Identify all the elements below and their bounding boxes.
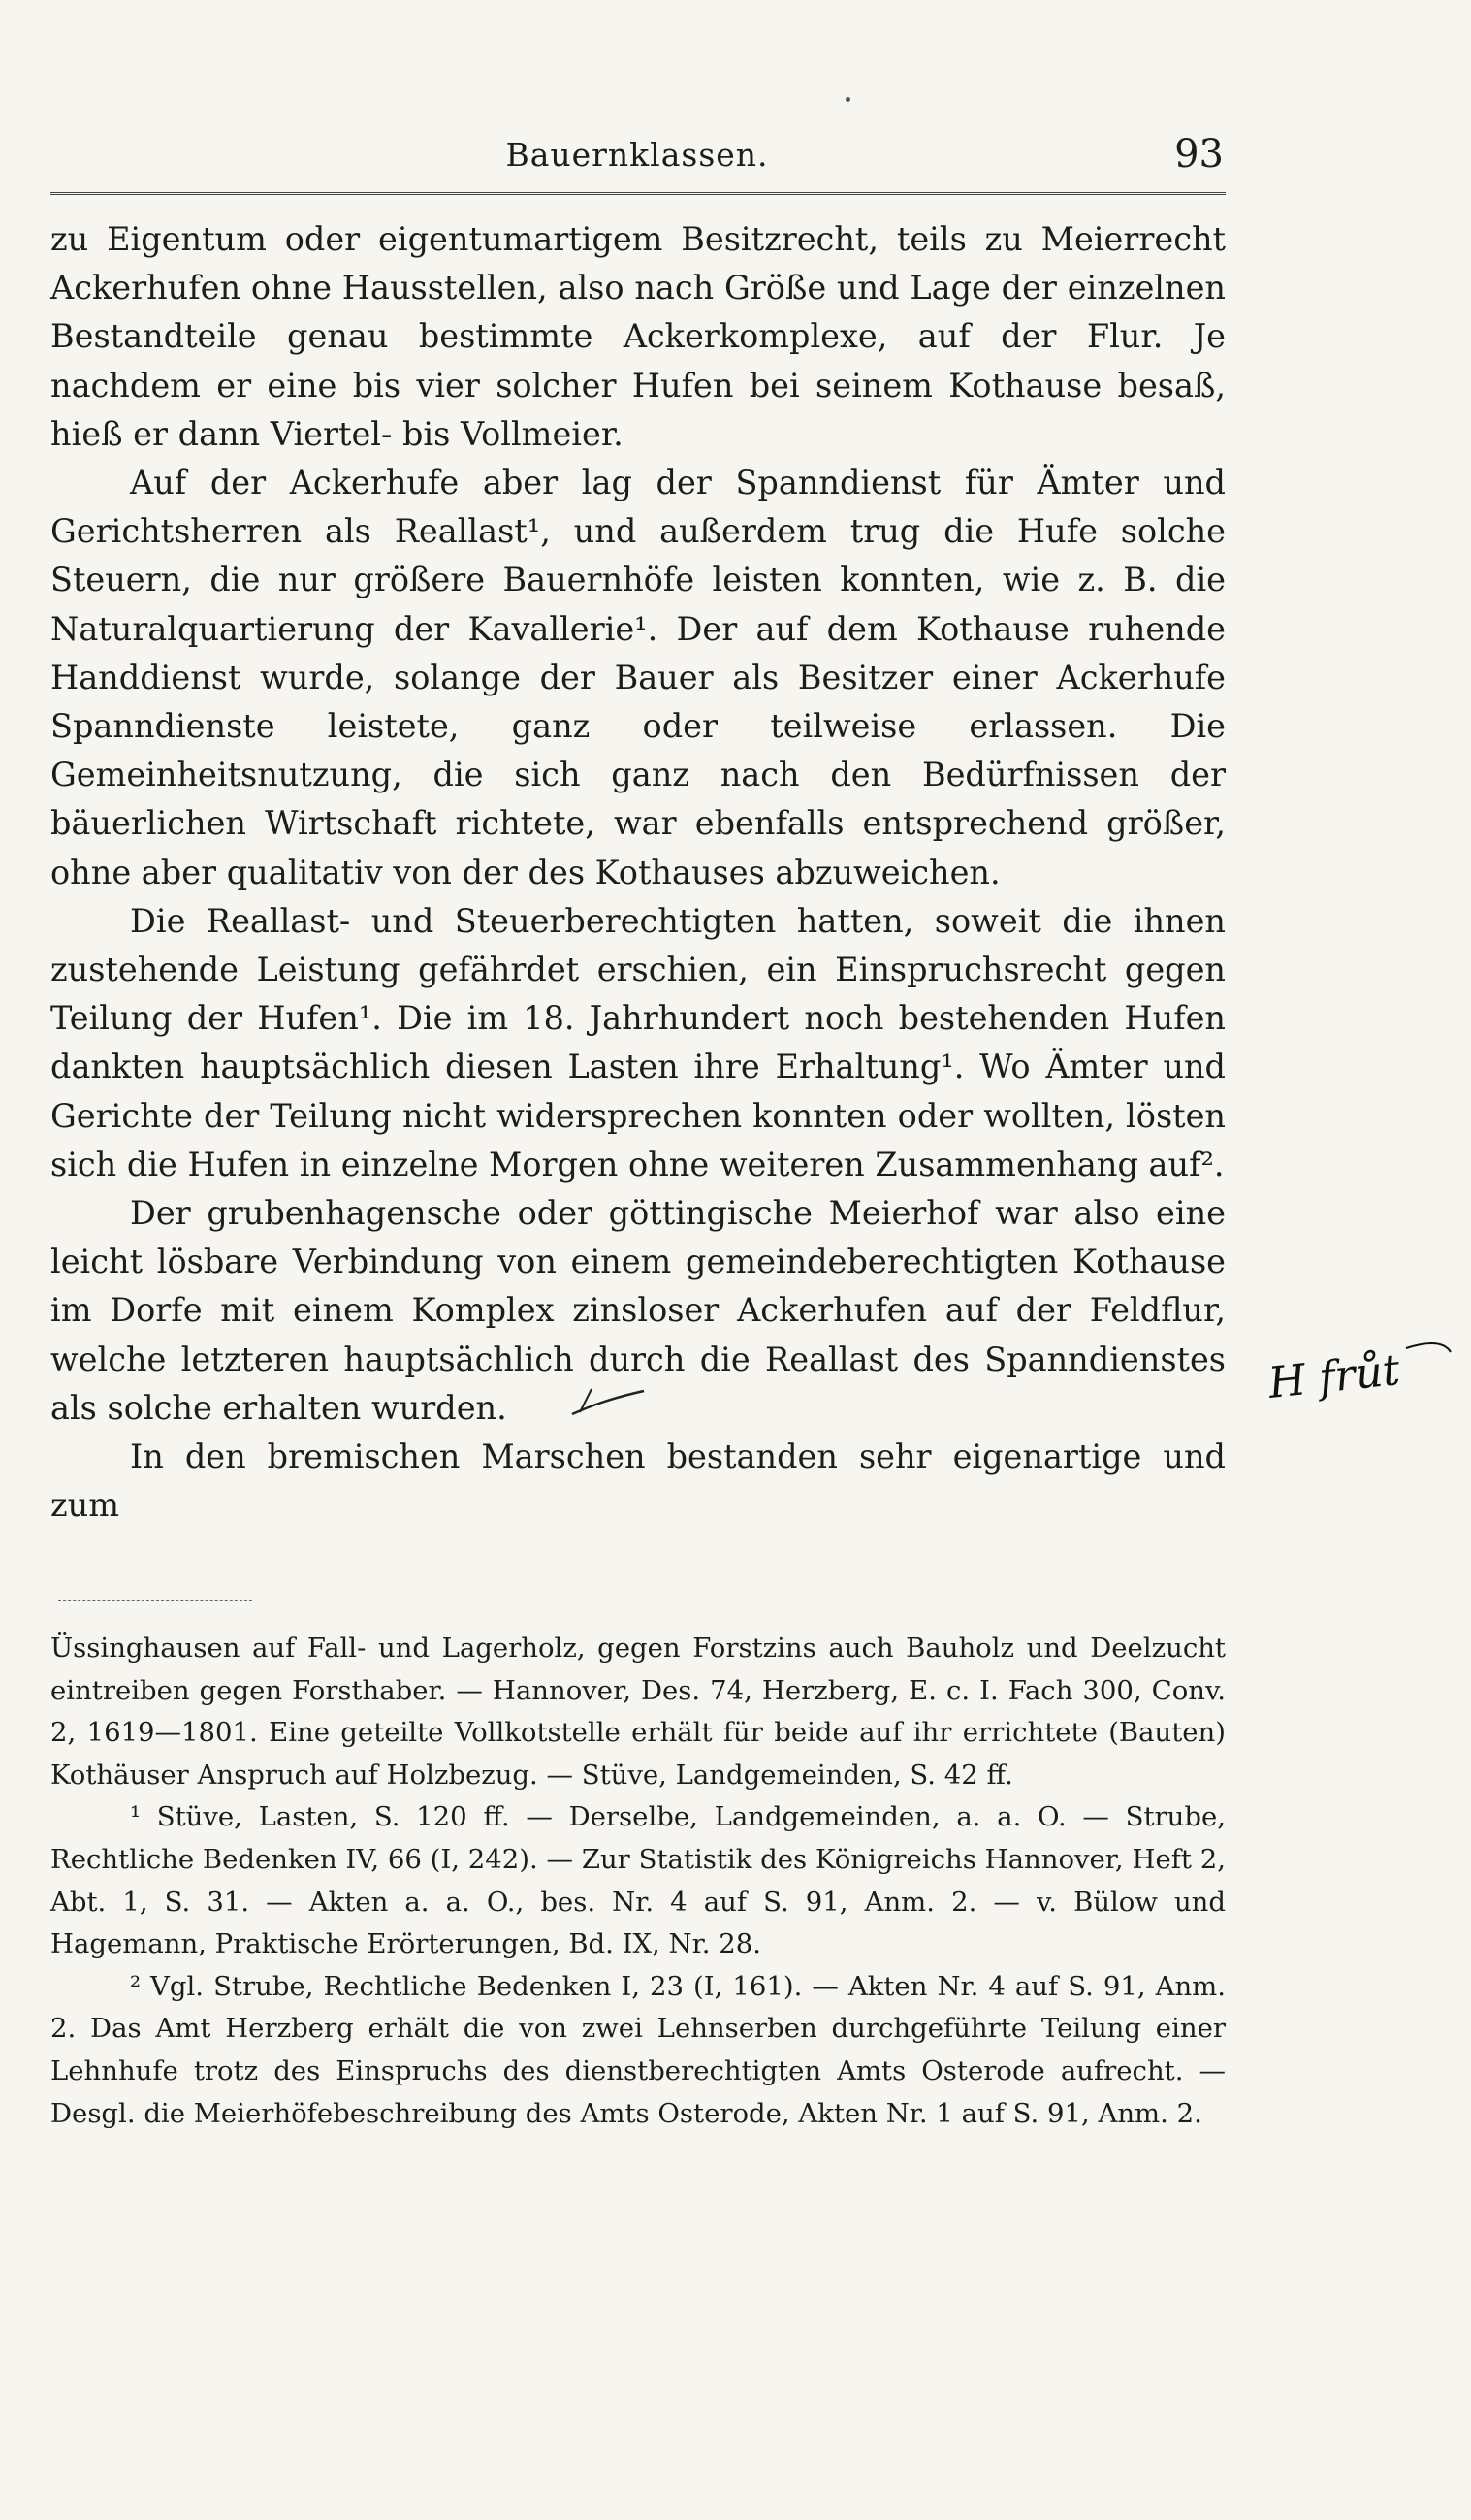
paragraph-4: Der grubenhagensche oder göttingische Meierhof war also eine leicht lösbare Verbindung von einem gemeindeberechtigten Kothause im Dorfe mit einem Komplex zinsloser Ackerhufen auf der Feldflur, welche letzteren hauptsächlich durch die Reallast des Spanndienstes als solche erhalten wurden. (50, 1194, 1226, 1427)
footnote-continued: Üssinghausen auf Fall- und Lagerholz, gegen Forstzins auch Bauholz und Deelzucht eintreiben gegen Forsthaber. — Hannover, Des. 74, Herzberg, E. c. I. Fach 300, Conv. 2, 1619—1801. Eine geteilte Vollkotstelle erhält für beide auf ihr errichtete (Bauten) Kothäuser Anspruch auf Holzbezug. — Stüve, Landgemeinden, S. 42 ff. (50, 1632, 1226, 1791)
footnote-rule (58, 1600, 252, 1601)
running-head: Bauernklassen. (505, 136, 769, 174)
paragraph-2: Auf der Ackerhufe aber lag der Spanndienst für Ämter und Gerichtsherren als Reallast¹, und außerdem trug die Hufe solche Steuern, die nur größere Bauernhöfe leisten konnten, wie z. B. die Naturalquartierung der Kavallerie¹. Der auf dem Kothause ruhende Handdienst wurde, solange der Bauer als Besitzer einer Ackerhufe Spanndienste leistete, ganz oder teilweise erlassen. Die Gemeinheitsnutzung, die sich ganz nach den Bedürfnissen der bäuerlichen Wirtschaft richtete, war ebenfalls entsprechend größer, ohne aber qualitativ von der des Kothauses abzuweichen. (50, 464, 1226, 891)
footnotes (50, 1628, 1226, 2135)
paragraph-1: zu Eigentum oder eigentumartigem Besitzrecht, teils zu Meierrecht Ackerhufen ohne Hausstellen, also nach Größe und Lage der einzelnen Bestandteile genau bestimmte Ackerkomplexe, auf der Flur. Je nachdem er eine bis vier solcher Hufen bei seinem Kothause besaß, hieß er dann Viertel- bis Vollmeier. (50, 220, 1226, 453)
handwritten-margin-note (1261, 1331, 1455, 1418)
page-header (50, 132, 1224, 182)
header-rule (50, 192, 1226, 195)
margin-note-text: H frůt (1265, 1345, 1402, 1408)
page-number: 93 (1174, 132, 1224, 177)
ink-speck (846, 97, 850, 102)
footnote-1: ¹ Stüve, Lasten, S. 120 ff. — Derselbe, Landgemeinden, a. a. O. — Strube, Rechtliche Bedenken IV, 66 (I, 242). — Zur Statistik des Königreichs Hannover, Heft 2, Abt. 1, S. 31. — Akten a. a. O., bes. Nr. 4 auf S. 91, Anm. 2. — v. Bülow und Hagemann, Praktische Erörterungen, Bd. IX, Nr. 28. (50, 1801, 1226, 1960)
footnote-2: ² Vgl. Strube, Rechtliche Bedenken I, 23 (I, 161). — Akten Nr. 4 auf S. 91, Anm. 2. Das Amt Herzberg erhält die von zwei Lehnserben durchgeführte Teilung einer Lehnhufe trotz des Einspruchs des dienstberechtigten Amts Osterode aufrecht. — Desgl. die Meierhöfebeschreibung des Amts Osterode, Akten Nr. 1 auf S. 91, Anm. 2. (50, 1970, 1226, 2129)
main-text (50, 215, 1226, 1530)
paragraph-3: Die Reallast- und Steuerberechtigten hatten, soweit die ihnen zustehende Leistung gefährdet erschien, ein Einspruchsrecht gegen Teilung der Hufen¹. Die im 18. Jahrhundert noch bestehenden Hufen dankten hauptsächlich diesen Lasten ihre Erhaltung¹. Wo Ämter und Gerichte der Teilung nicht widersprechen konnten oder wollten, lösten sich die Hufen in einzelne Morgen ohne weiteren Zusammenhang auf². (50, 901, 1226, 1183)
paragraph-5: In den bremischen Marschen bestanden sehr eigenartige und zum (50, 1438, 1226, 1525)
handwritten-strike-mark (570, 1385, 646, 1418)
